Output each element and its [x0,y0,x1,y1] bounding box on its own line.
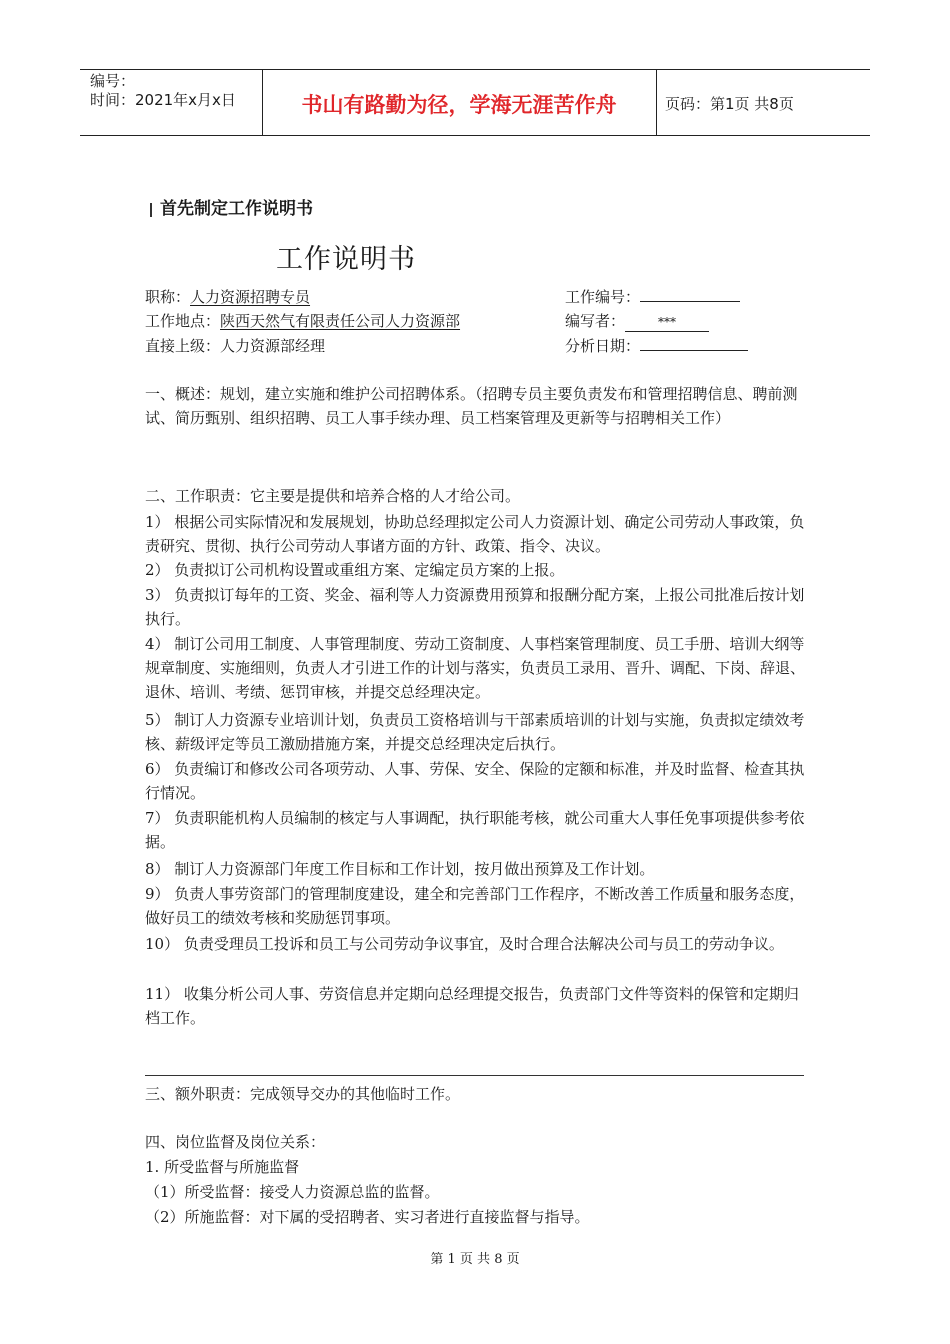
header-bottom-rule [80,135,870,136]
field-supervisor-value: 人力资源部经理 [220,337,326,355]
overview-paragraph: 一、概述：规划，建立实施和维护公司招聘体系。（招聘专员主要负责发布和管理招聘信息、聘前测试、简历甄别、组织招聘、员工人事手续办理、员工档案管理及更新等与招聘相关工作） [145,385,798,427]
field-location-label: 工作地点： [145,312,221,330]
duty-item-11: 11） 收集分析公司人事、劳资信息并定期向总经理提交报告，负责部门文件等资料的保管和定期归档工作。 [145,985,799,1027]
field-analysis-date [565,334,748,358]
header-date: 时间：2021年x月x日 [90,91,236,109]
page-footer: 第 1 页 共 8 页 [430,1252,520,1267]
duty-item-10: 10） 负责受理员工投诉和员工与公司劳动争议事宜，及时合理合法解决公司与员工的劳动争议。 [145,935,784,953]
field-supervisor-label: 直接上级： [145,337,221,355]
duty-item-5: 5） 制订人力资源专业培训计划，负责员工资格培训与干部素质培训的计划与实施，负责拟定绩效考核、薪级评定等员工激励措施方案，并提交总经理决定后执行。 [145,711,805,753]
header-divider-right [656,69,657,135]
duty-item-1: 1） 根据公司实际情况和发展规划，协助总经理拟定公司人力资源计划、确定公司劳动人事政策，负责研究、贯彻、执行公司劳动人事诸方面的方针、政策、指令、决议。 [145,513,805,555]
field-writer-value [625,315,709,332]
field-supervisor [145,334,325,358]
field-writer [565,309,709,333]
duty-item-3: 3） 负责拟订每年的工资、奖金、福利等人力资源费用预算和报酬分配方案，上报公司批准后按计划执行。 [145,586,805,628]
field-job-number-blank [640,285,740,302]
field-job-number-label: 工作编号： [565,288,641,306]
duty-item-9: 9） 负责人事劳资部门的管理制度建设，建全和完善部门工作程序，不断改善工作质量和服务态度，做好员工的绩效考核和奖励惩罚事项。 [145,885,805,927]
field-writer-label: 编写者： [565,312,626,330]
field-analysis-date-blank [640,334,748,351]
document-title: 工作说明书 [276,244,416,275]
supervision-item-2: （2）所施监督：对下属的受招聘者、实习者进行直接监督与指导。 [145,1208,590,1226]
header-page-code: 页码：第1页 共8页 [665,95,794,113]
field-position-value: 人力资源招聘专员 [190,288,311,306]
supervision-title: 四、岗位监督及岗位关系： [145,1133,326,1151]
field-writer-text: *** [658,315,677,329]
field-location [145,309,460,333]
field-location-value: 陕西天然气有限责任公司人力资源部 [220,312,461,330]
duty-item-6: 6） 负责编订和修改公司各项劳动、人事、劳保、安全、保险的定额和标准，并及时监督、检查其执行情况。 [145,760,805,802]
supervision-item-1: （1）所受监督：接受人力资源总监的监督。 [145,1183,440,1201]
duty-item-2: 2） 负责拟订公司机构设置或重组方案、定编定员方案的上报。 [145,561,565,579]
header-number-label: 编号： [90,72,136,90]
field-analysis-date-label: 分析日期： [565,337,641,355]
header-top-rule [80,69,870,70]
section-heading: 首先制定工作说明书 [160,199,313,219]
extra-duty: 三、额外职责：完成领导交办的其他临时工作。 [145,1085,461,1103]
section-divider [145,1075,804,1076]
duty-item-7: 7） 负责职能机构人员编制的核定与人事调配，执行职能考核，就公司重大人事任免事项提供参考依据。 [145,809,805,851]
duty-item-4: 4） 制订公司用工制度、人事管理制度、劳动工资制度、人事档案管理制度、员工手册、培训大纲等规章制度、实施细则，负责人才引进工作的计划与落实，负责员工录用、晋升、调配、下岗、辞退、退休、培训、考绩、惩罚审核，并提交总经理决定。 [145,635,806,701]
field-position-label: 职称： [145,288,191,306]
header-motto: 书山有路勤为径，学海无涯苦作舟 [301,93,617,117]
heading-marker [150,203,152,217]
duties-title: 二、工作职责：它主要是提供和培养合格的人才给公司。 [145,487,521,505]
duty-item-8: 8） 制订人力资源部门年度工作目标和工作计划，按月做出预算及工作计划。 [145,860,655,878]
field-job-number [565,285,740,309]
supervision-subtitle: 1. 所受监督与所施监督 [145,1158,300,1176]
field-position [145,285,310,309]
